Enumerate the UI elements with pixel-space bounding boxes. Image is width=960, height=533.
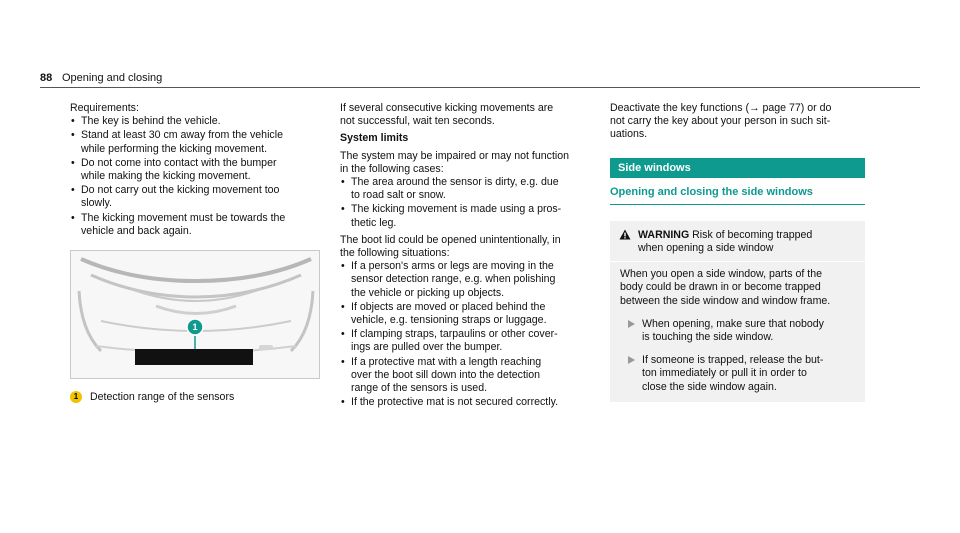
- unintentional-opening-list: [340, 260, 595, 409]
- warning-instruction: When opening, make sure that nobody is touching the side window.: [620, 318, 857, 344]
- list-item: • The area around the sensor is dirty, e.g. due to road salt or snow.: [341, 176, 559, 202]
- list-item: • Stand at least 30 cm away from the vehicle while performing the kicking movement.: [71, 129, 283, 155]
- requirements-intro: Requirements:: [70, 102, 139, 114]
- warning-head-line1: Risk of becoming trapped: [692, 228, 813, 241]
- caption-badge: 1: [70, 391, 82, 403]
- subsection-title: Opening and closing the side windows: [610, 186, 865, 205]
- play-arrow-icon: [628, 356, 635, 364]
- list-item: • The key is behind the vehicle.: [71, 115, 221, 128]
- header-divider: [40, 87, 920, 88]
- list-item: • If a protective mat with a length reaching over the boot sill down into the detection range of the sensors is used.: [341, 355, 542, 395]
- page-number: 88: [40, 72, 53, 84]
- list-item: • If objects are moved or placed behind the vehicle, e.g. tensioning straps or luggage.: [341, 300, 547, 327]
- page-title: Opening and closing: [62, 72, 163, 84]
- warning-label: WARNING: [638, 228, 690, 241]
- paragraph: The boot lid could be opened unintentionally, in the following situations:: [340, 233, 561, 260]
- warning-instruction: If someone is trapped, release the but- ton immediately or pull it in order to close the side window again.: [620, 354, 857, 394]
- figure-caption: [70, 391, 320, 404]
- list-item: • If clamping straps, tarpaulins or other cover- ings are pulled over the bumper.: [341, 328, 558, 354]
- system-limits-heading: System limits: [340, 132, 409, 145]
- list-item: • Do not come into contact with the bumper while making the kicking movement.: [71, 156, 277, 183]
- vehicle-rear-illustration: [70, 250, 320, 379]
- column-1: [70, 102, 320, 404]
- paragraph: The system may be impaired or may not function in the following cases:: [340, 149, 570, 175]
- column-2: [340, 102, 595, 410]
- warning-head-line2: when opening a side window: [638, 242, 774, 255]
- play-arrow-icon: [628, 320, 635, 328]
- list-item: • Do not carry out the kicking movement too slowly.: [71, 184, 280, 210]
- list-item: • The kicking movement is made using a pros- thetic leg.: [341, 203, 562, 229]
- limits-list: [340, 176, 595, 230]
- warning-header: [610, 221, 865, 262]
- caption-text: Detection range of the sensors: [90, 391, 235, 404]
- detection-range-area: [135, 349, 253, 365]
- warning-text: When you open a side window, parts of the body could be drawn in or become trapped between the side window and window frame.: [620, 268, 831, 307]
- requirements-list: [70, 115, 320, 238]
- figure-badge: 1: [192, 322, 198, 333]
- list-item: • If the protective mat is not secured correctly.: [341, 396, 559, 409]
- paragraph: If several consecutive kicking movements are not successful, wait ten seconds.: [340, 102, 554, 128]
- section-title: Side windows: [618, 161, 691, 174]
- list-item: • The kicking movement must be towards the vehicle and back again.: [71, 211, 286, 237]
- column-3: [610, 102, 865, 402]
- warning-triangle-icon: [619, 229, 631, 240]
- paragraph: Deactivate the key functions (→ page 77) or do not carry the key about your person in such sit- uations.: [610, 102, 832, 141]
- warning-box: [610, 221, 865, 402]
- list-item: • If a person's arms or legs are moving in the sensor detection range, e.g. when polishing the vehicle or picking up objects.: [341, 260, 556, 299]
- section-title-bar: [610, 158, 865, 178]
- warning-body: [610, 262, 865, 402]
